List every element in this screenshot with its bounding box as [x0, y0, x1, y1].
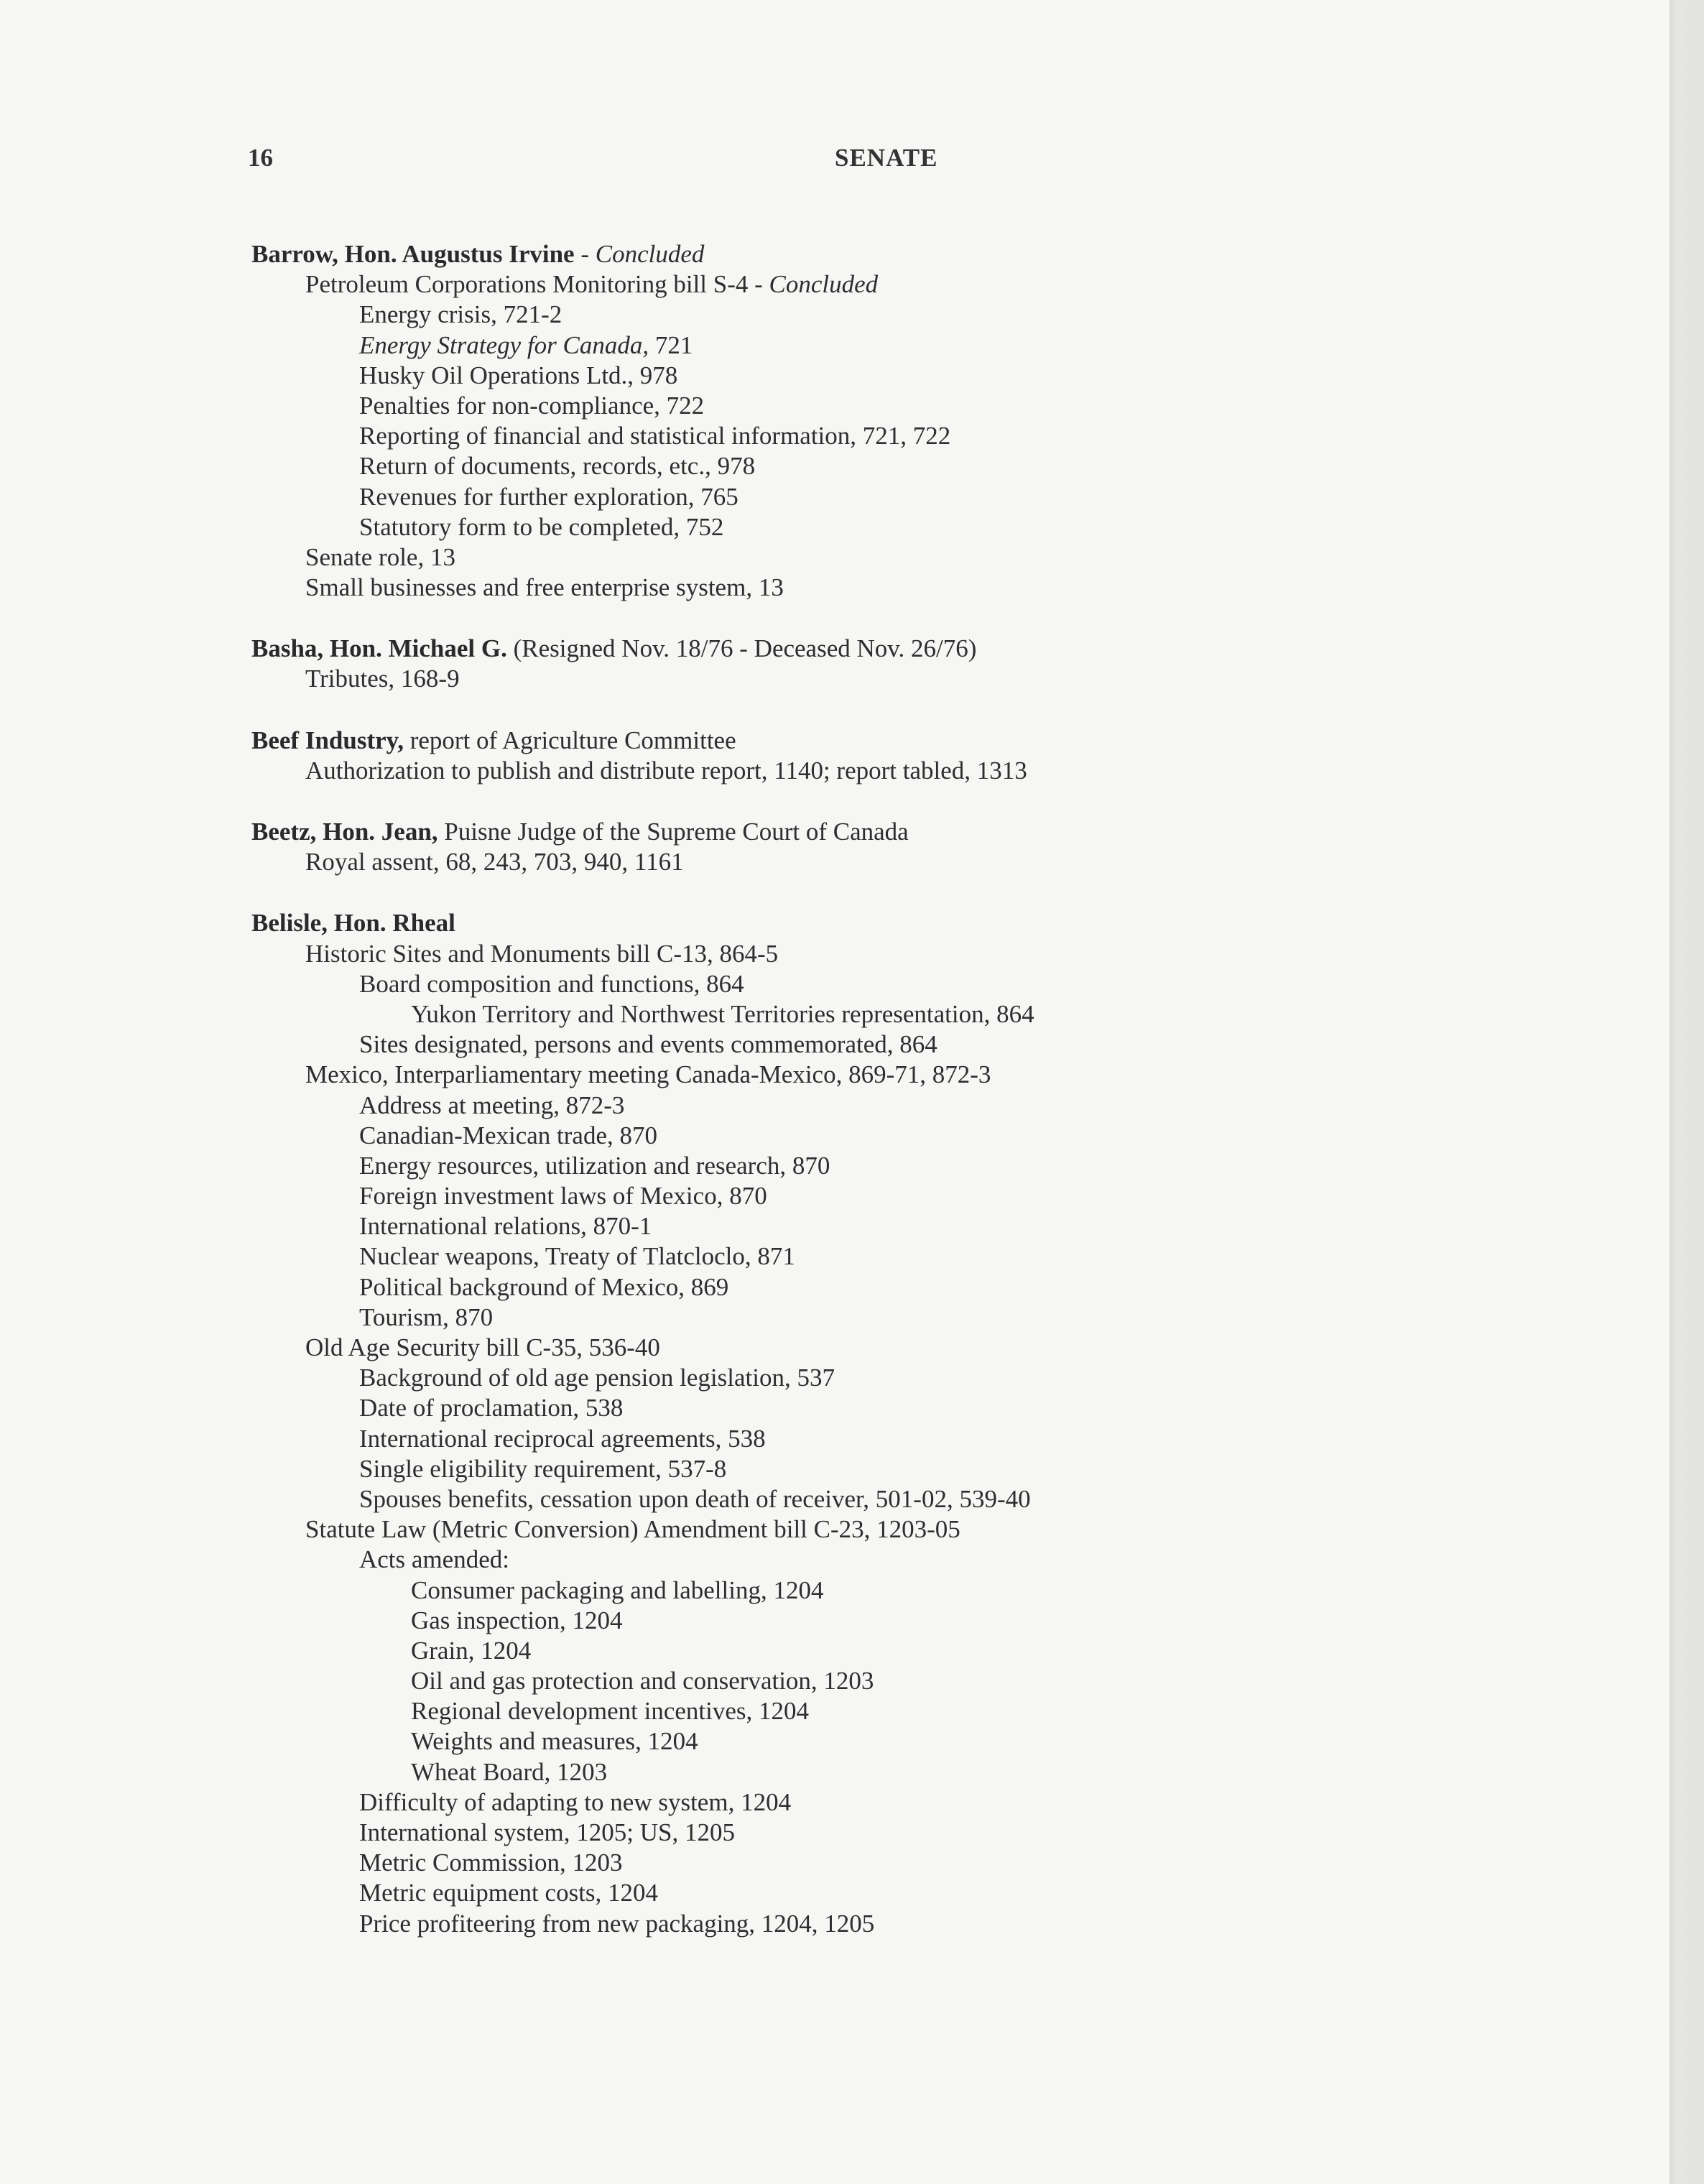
index-subentry: Senate role, 13	[305, 542, 455, 571]
index-subentry: Grain, 1204	[411, 1636, 532, 1665]
entry-heading-note: Concluded	[595, 240, 705, 268]
index-subentry: Authorization to publish and distribute report, 1140; report tabled, 1313	[305, 756, 1027, 785]
index-subentry: Political background of Mexico, 869	[359, 1272, 729, 1301]
index-subentry: International system, 1205; US, 1205	[359, 1818, 736, 1846]
index-subentry: Metric equipment costs, 1204	[359, 1879, 659, 1907]
index-subentry: Address at meeting, 872-3	[359, 1091, 625, 1119]
index-subentry: Return of documents, records, etc., 978	[359, 452, 756, 481]
index-subentry: Date of proclamation, 538	[359, 1394, 624, 1422]
index-subentry: Revenues for further exploration, 765	[359, 482, 738, 511]
page-edge-shadow	[1670, 0, 1704, 2184]
index-subentry: Energy Strategy for Canada, 721	[359, 330, 693, 359]
entry-heading	[251, 239, 1616, 269]
index-entry	[251, 634, 1616, 694]
index-subentry: International relations, 870-1	[359, 1212, 652, 1241]
entry-heading-note: Puisne Judge of the Supreme Court of Canada	[437, 818, 909, 846]
index-subentry: Tourism, 870	[359, 1302, 494, 1331]
index-subentry: Regional development incentives, 1204	[411, 1697, 810, 1726]
index-subentry: Foreign investment laws of Mexico, 870	[359, 1182, 767, 1211]
index-subentry: Weights and measures, 1204	[411, 1727, 698, 1756]
index-subentry: Reporting of financial and statistical information, 721, 722	[359, 422, 951, 450]
index-entry	[251, 726, 1616, 786]
entry-heading-note: (Resigned Nov. 18/76 - Deceased Nov. 26/76)	[506, 634, 977, 663]
index-subentry: Energy crisis, 721-2	[359, 300, 562, 329]
index-subentry: Nuclear weapons, Treaty of Tlatcloclo, 871	[359, 1242, 795, 1271]
index-entry	[251, 239, 1616, 603]
index-subentry: International reciprocal agreements, 538	[359, 1424, 766, 1453]
index-subentry: Yukon Territory and Northwest Territories representation, 864	[411, 999, 1034, 1028]
index-entry	[251, 908, 1616, 1938]
index-subentry: Board composition and functions, 864	[359, 969, 744, 998]
index-subentry: Small businesses and free enterprise system, 13	[305, 573, 784, 602]
index-subentry: Oil and gas protection and conservation, 1203	[411, 1667, 874, 1695]
entry-name: Belisle, Hon. Rheal	[251, 909, 455, 938]
index-subentry: Old Age Security bill C-35, 536-40	[305, 1333, 660, 1361]
index-subentry: Single eligibility requirement, 537-8	[359, 1454, 727, 1483]
index-subentry: Background of old age pension legislation, 537	[359, 1364, 835, 1392]
index-subentry: Statutory form to be completed, 752	[359, 512, 724, 541]
index-list	[251, 239, 1616, 1970]
index-subentry: Penalties for non-compliance, 722	[359, 391, 705, 420]
index-subentry: Canadian-Mexican trade, 870	[359, 1121, 657, 1149]
index-subentry: Sites designated, persons and events commemorated, 864	[359, 1030, 937, 1059]
index-entry	[251, 817, 1616, 877]
index-subentry: Price profiteering from new packaging, 1204, 1205	[359, 1909, 875, 1938]
index-subentry: Difficulty of adapting to new system, 1204	[359, 1787, 792, 1816]
index-subentry: Metric Commission, 1203	[359, 1848, 623, 1877]
entry-heading	[251, 726, 1616, 756]
entry-name: Beetz, Hon. Jean,	[251, 818, 438, 846]
entry-heading	[251, 817, 1616, 847]
page-title: SENATE	[835, 144, 938, 172]
page-number: 16	[248, 144, 273, 172]
index-subentry: Spouses benefits, cessation upon death of receiver, 501-02, 539-40	[359, 1484, 1031, 1513]
entry-name: Barrow, Hon. Augustus Irvine	[251, 240, 575, 268]
index-subentry: Husky Oil Operations Ltd., 978	[359, 361, 678, 389]
index-subentry: Statute Law (Metric Conversion) Amendment bill C-23, 1203-05	[305, 1515, 960, 1544]
entry-name: Beef Industry,	[251, 726, 404, 754]
index-subentry: Wheat Board, 1203	[411, 1757, 608, 1786]
entry-heading-connector: -	[574, 240, 596, 268]
index-subentry: Tributes, 168-9	[305, 665, 460, 693]
index-subentry: Energy resources, utilization and research, 870	[359, 1151, 830, 1180]
entry-heading	[251, 908, 1616, 938]
entry-heading-note: report of Agriculture Committee	[403, 726, 736, 754]
index-subentry: Consumer packaging and labelling, 1204	[411, 1575, 824, 1604]
index-subentry: Gas inspection, 1204	[411, 1606, 623, 1634]
index-subentry: Royal assent, 68, 243, 703, 940, 1161	[305, 848, 684, 876]
index-subentry: Historic Sites and Monuments bill C-13, 864-5	[305, 939, 779, 968]
entry-name: Basha, Hon. Michael G.	[251, 634, 507, 663]
index-subentry: Mexico, Interparliamentary meeting Canada-Mexico, 869-71, 872-3	[305, 1060, 991, 1089]
index-subentry: Petroleum Corporations Monitoring bill S-4 - Concluded	[305, 270, 879, 299]
entry-heading	[251, 634, 1616, 664]
index-subentry: Acts amended:	[359, 1545, 509, 1574]
